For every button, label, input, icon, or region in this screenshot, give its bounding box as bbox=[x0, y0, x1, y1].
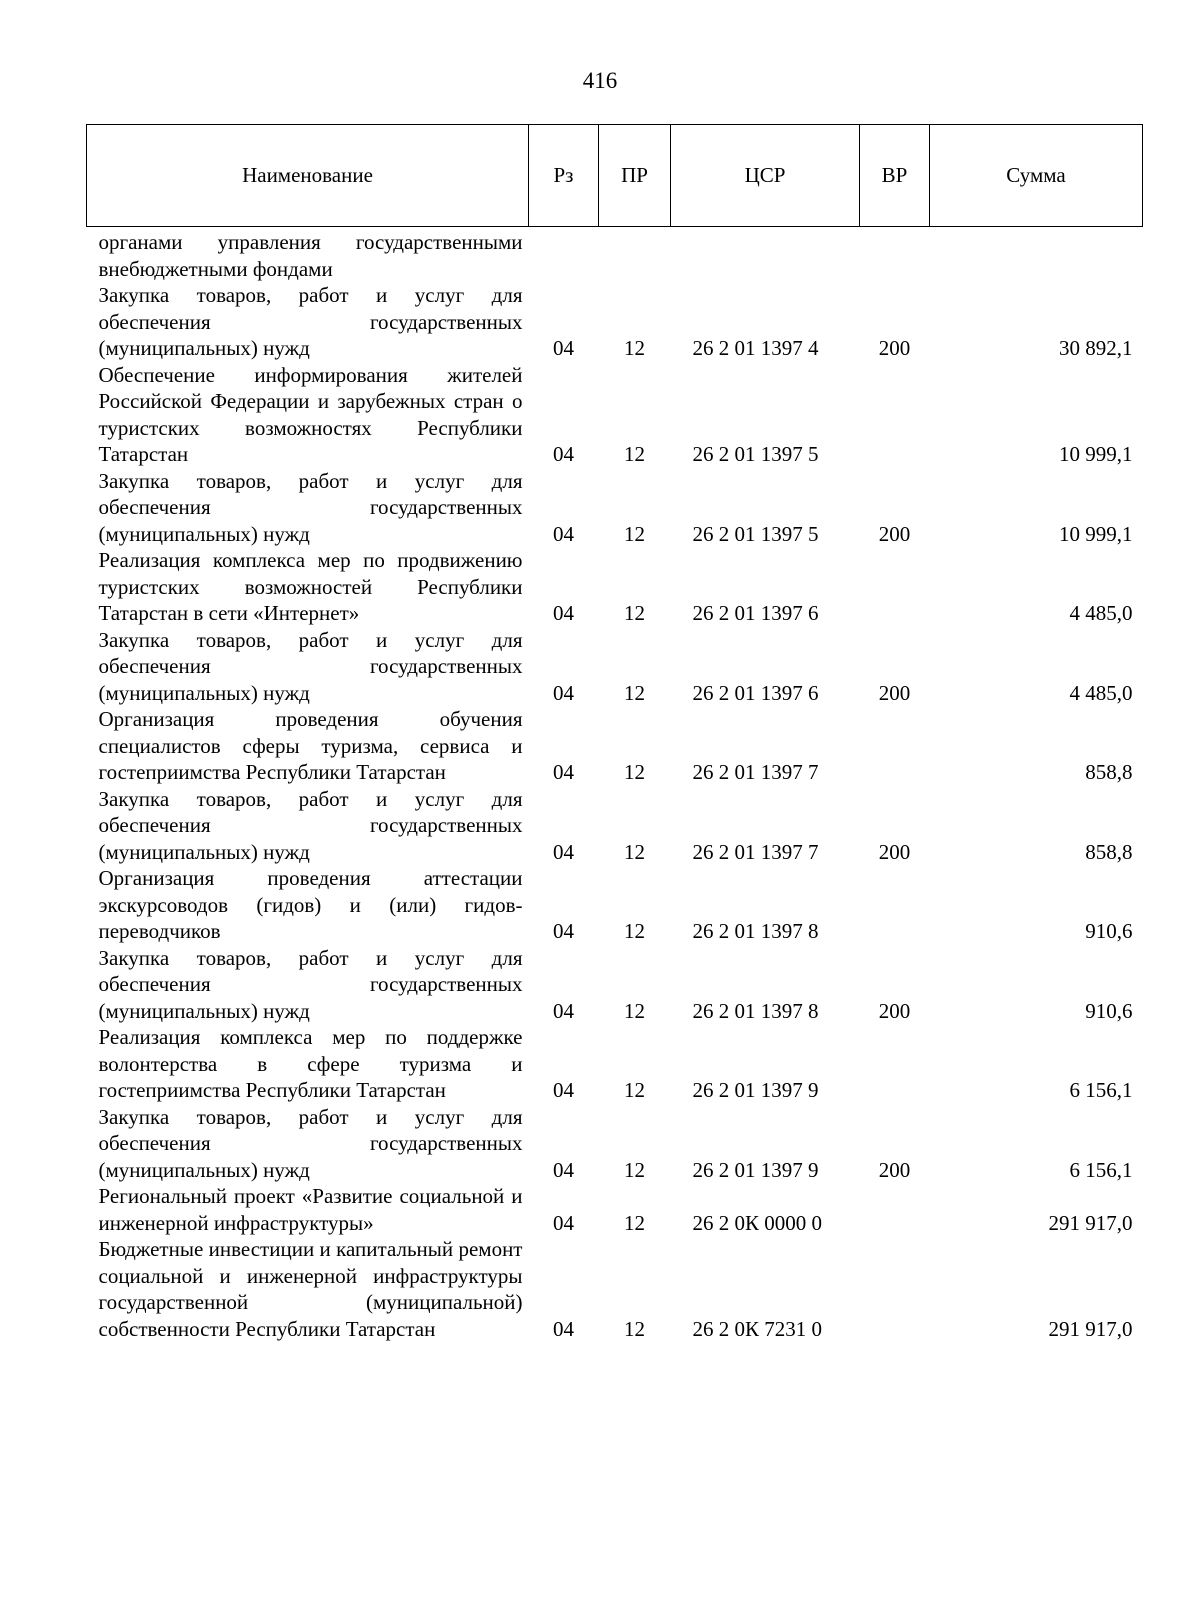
row-vr bbox=[860, 1183, 930, 1236]
row-rz: 04 bbox=[553, 1316, 574, 1341]
row-vr bbox=[860, 706, 930, 786]
header-name: Наименование bbox=[87, 125, 529, 227]
table-row bbox=[87, 468, 1143, 548]
table-row bbox=[87, 945, 1143, 1025]
row-sum: 4 485,0 bbox=[1069, 601, 1133, 625]
table-row bbox=[87, 282, 1143, 362]
row-rz: 04 bbox=[553, 1210, 574, 1235]
header-pr: ПР bbox=[599, 125, 671, 227]
table-row bbox=[87, 362, 1143, 468]
row-name: Бюджетные инвестиции и капитальный ремонт социальной и инженерной инфраструктуры государственной (муниципальной) собственности Республики Татарстан bbox=[98, 1237, 523, 1341]
row-name: органами управления государственными внебюджетными фондами bbox=[98, 230, 523, 281]
row-csr: 26 2 01 1397 8 bbox=[692, 919, 819, 943]
row-csr bbox=[671, 227, 860, 283]
table-row bbox=[87, 1024, 1143, 1104]
row-rz: 04 bbox=[553, 601, 574, 625]
row-sum: 910,6 bbox=[1085, 998, 1133, 1023]
header-csr: ЦСР bbox=[671, 125, 860, 227]
row-pr: 12 bbox=[624, 1078, 645, 1102]
row-sum: 6 156,1 bbox=[1069, 1078, 1133, 1102]
row-name: Региональный проект «Развитие социальной и инженерной инфраструктуры» bbox=[98, 1184, 523, 1235]
row-pr: 12 bbox=[624, 1316, 645, 1341]
row-sum: 10 999,1 bbox=[1059, 521, 1133, 546]
row-vr: 200 bbox=[878, 521, 911, 546]
row-pr: 12 bbox=[624, 442, 645, 466]
row-csr: 26 2 01 1397 6 bbox=[692, 601, 819, 625]
row-rz: 04 bbox=[553, 1078, 574, 1102]
row-pr: 12 bbox=[624, 1210, 645, 1235]
row-pr: 12 bbox=[624, 601, 645, 625]
row-sum: 858,8 bbox=[1085, 839, 1133, 864]
table-row bbox=[87, 1104, 1143, 1184]
row-csr: 26 2 01 1397 9 bbox=[692, 1078, 819, 1102]
row-sum: 291 917,0 bbox=[1048, 1210, 1133, 1235]
row-name: Закупка товаров, работ и услуг для обеспечения государственных (муниципальных) нужд bbox=[98, 283, 523, 360]
row-vr bbox=[860, 227, 930, 283]
row-csr: 26 2 0К 0000 0 bbox=[692, 1210, 823, 1235]
row-csr: 26 2 01 1397 6 bbox=[692, 680, 819, 705]
table-header bbox=[87, 125, 1143, 227]
row-csr: 26 2 01 1397 5 bbox=[692, 521, 819, 546]
row-pr bbox=[599, 227, 671, 283]
row-name: Закупка товаров, работ и услуг для обеспечения государственных (муниципальных) нужд bbox=[98, 468, 523, 546]
row-vr: 200 bbox=[878, 839, 911, 864]
table-row bbox=[87, 865, 1143, 945]
row-sum: 4 485,0 bbox=[1069, 680, 1133, 705]
row-vr: 200 bbox=[878, 336, 911, 360]
row-name: Реализация комплекса мер по поддержке волонтерства в сфере туризма и гостеприимства Республики Татарстан bbox=[98, 1025, 523, 1102]
table-row bbox=[87, 706, 1143, 786]
row-rz bbox=[529, 227, 599, 283]
row-pr: 12 bbox=[624, 839, 645, 864]
table-row bbox=[87, 1236, 1143, 1342]
table-row bbox=[87, 547, 1143, 627]
row-name: Организация проведения обучения специалистов сферы туризма, сервиса и гостеприимства Республики Татарстан bbox=[98, 707, 523, 784]
table-row bbox=[87, 786, 1143, 866]
header-sum: Сумма bbox=[930, 125, 1143, 227]
row-vr bbox=[860, 1236, 930, 1342]
row-pr: 12 bbox=[624, 998, 645, 1023]
row-rz: 04 bbox=[553, 760, 574, 784]
row-pr: 12 bbox=[624, 760, 645, 784]
row-csr: 26 2 0К 7231 0 bbox=[692, 1316, 823, 1341]
row-name: Закупка товаров, работ и услуг для обеспечения государственных (муниципальных) нужд bbox=[98, 627, 523, 705]
row-sum: 10 999,1 bbox=[1059, 442, 1133, 466]
row-rz: 04 bbox=[553, 442, 574, 466]
row-rz: 04 bbox=[553, 839, 574, 864]
row-pr: 12 bbox=[624, 680, 645, 705]
row-sum: 6 156,1 bbox=[1069, 1157, 1133, 1182]
row-rz: 04 bbox=[553, 336, 574, 360]
row-vr bbox=[860, 865, 930, 945]
row-sum bbox=[930, 227, 1143, 283]
row-pr: 12 bbox=[624, 521, 645, 546]
row-csr: 26 2 01 1397 9 bbox=[692, 1157, 819, 1182]
row-vr: 200 bbox=[878, 998, 911, 1023]
row-sum: 910,6 bbox=[1085, 919, 1133, 943]
row-vr bbox=[860, 547, 930, 627]
page-number: 416 bbox=[582, 68, 618, 93]
row-csr: 26 2 01 1397 7 bbox=[692, 760, 819, 784]
row-rz: 04 bbox=[553, 1157, 574, 1182]
row-vr: 200 bbox=[878, 1157, 911, 1182]
row-name: Закупка товаров, работ и услуг для обеспечения государственных (муниципальных) нужд bbox=[98, 786, 523, 864]
row-csr: 26 2 01 1397 4 bbox=[692, 336, 819, 360]
row-csr: 26 2 01 1397 8 bbox=[692, 998, 819, 1023]
row-pr: 12 bbox=[624, 336, 645, 360]
header-vr: ВР bbox=[860, 125, 930, 227]
row-vr: 200 bbox=[878, 680, 911, 705]
row-rz: 04 bbox=[553, 919, 574, 943]
budget-table bbox=[86, 124, 1143, 1342]
row-name: Закупка товаров, работ и услуг для обеспечения государственных (муниципальных) нужд bbox=[98, 1104, 523, 1182]
row-name: Обеспечение информирования жителей Российской Федерации и зарубежных стран о туристских возможностях Республики Татарстан bbox=[98, 362, 523, 466]
table-row bbox=[87, 1183, 1143, 1236]
row-name: Реализация комплекса мер по продвижению туристских возможностей Республики Татарстан в сети «Интернет» bbox=[98, 548, 523, 625]
row-vr bbox=[860, 1024, 930, 1104]
row-pr: 12 bbox=[624, 919, 645, 943]
row-name: Закупка товаров, работ и услуг для обеспечения государственных (муниципальных) нужд bbox=[98, 945, 523, 1023]
row-sum: 858,8 bbox=[1085, 760, 1133, 784]
row-vr bbox=[860, 362, 930, 468]
table-row bbox=[87, 227, 1143, 283]
row-pr: 12 bbox=[624, 1157, 645, 1182]
row-csr: 26 2 01 1397 7 bbox=[692, 839, 819, 864]
table-row bbox=[87, 627, 1143, 707]
header-rz: Рз bbox=[529, 125, 599, 227]
row-sum: 30 892,1 bbox=[1059, 336, 1133, 360]
row-sum: 291 917,0 bbox=[1048, 1316, 1133, 1341]
row-name: Организация проведения аттестации экскурсоводов (гидов) и (или) гидов-переводчиков bbox=[98, 866, 523, 943]
row-rz: 04 bbox=[553, 521, 574, 546]
row-csr: 26 2 01 1397 5 bbox=[692, 442, 819, 466]
row-rz: 04 bbox=[553, 680, 574, 705]
row-rz: 04 bbox=[553, 998, 574, 1023]
table-body bbox=[87, 227, 1143, 1343]
